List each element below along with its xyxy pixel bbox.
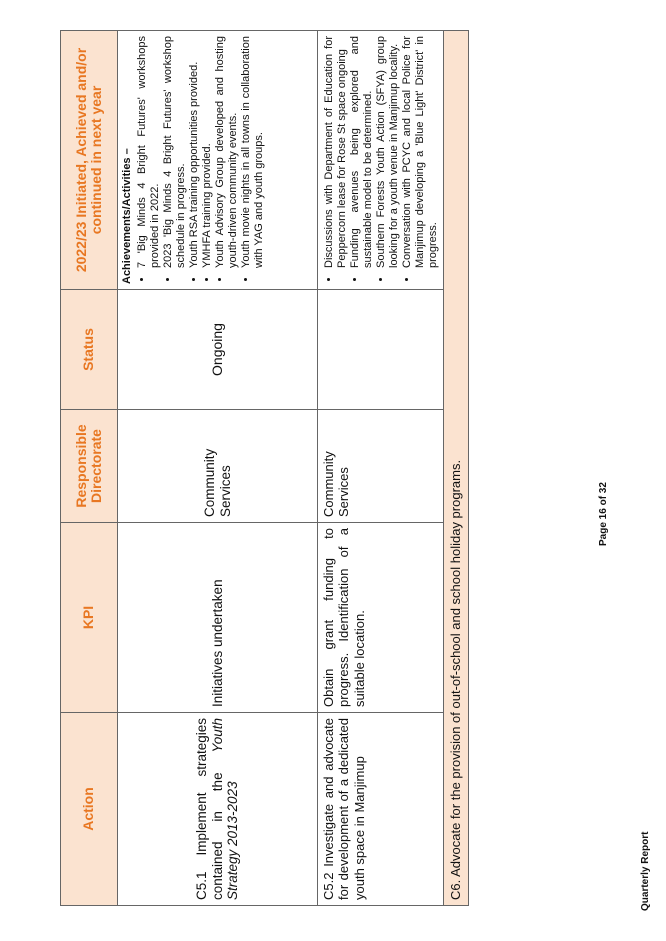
list-item: • Youth Advisory Group developed and hosting youth-driven community events. <box>214 36 240 268</box>
header-directorate: Responsible Directorate <box>61 410 118 523</box>
kpi-cell: Initiatives undertaken <box>118 523 318 713</box>
header-row <box>61 31 118 906</box>
action-cell: C5.2 Investigate and advocate for development of a dedicated youth space in Manjimup <box>318 713 444 906</box>
kpi-cell: Obtain grant funding to progress. Identification of a suitable location. <box>318 523 444 713</box>
list-item: • YMHFA training provided. <box>201 36 214 268</box>
list-item: • Southern Forests Youth Action (SFYA) group looking for a youth venue in Manjimup locality. <box>375 36 401 268</box>
action-cell <box>118 713 318 906</box>
header-status: Status <box>61 290 118 410</box>
header-progress: 2022/23 Initiated, Achieved and/or continued in next year <box>61 31 118 290</box>
directorate-cell: Community Services <box>318 410 444 523</box>
list-item: • Discussions with Department of Education for Peppercorn lease for Rose St space ongoing <box>323 36 349 268</box>
directorate-cell: Community Services <box>118 410 318 523</box>
section-footer: C6. Advocate for the provision of out-of-school and school holiday programs. <box>443 31 468 906</box>
header-action: Action <box>61 713 118 906</box>
list-item: • 2023 'Big Minds 4 Bright Futures' workshop schedule in progress. <box>162 36 188 268</box>
progress-cell <box>318 31 444 290</box>
status-cell: Ongoing <box>118 290 318 410</box>
page-number: Page 16 of 32 <box>598 482 609 546</box>
footer-row <box>443 31 468 906</box>
progress-heading: Achievements/Activities – <box>121 148 133 284</box>
action-italic-text: Youth Strategy 2013-2023 <box>209 718 241 900</box>
list-item: • Youth RSA training opportunities provided. <box>188 36 201 268</box>
list-item: • Youth movie nights in all towns in collaboration with YAG and youth groups. <box>240 36 266 268</box>
table-row <box>118 31 318 906</box>
action-text: C5.1 Implement strategies contained in the <box>193 718 225 900</box>
report-title: Quarterly Report <box>640 831 651 911</box>
list-item: • 7 'Big Minds 4 Bright Futures' workshops provided in 2022. <box>136 36 162 268</box>
header-kpi: KPI <box>61 523 118 713</box>
progress-cell <box>118 31 318 290</box>
progress-list <box>136 36 266 284</box>
list-item: • Conversation with PCYC and local Police for Manjimup developing a 'Blue Light' District' in progress. <box>401 36 440 268</box>
status-cell <box>318 290 444 410</box>
action-table <box>60 30 469 906</box>
table-row <box>318 31 444 906</box>
list-item: • Funding avenues being explored and sustainable model to be determined. <box>349 36 375 268</box>
progress-list <box>323 36 440 284</box>
